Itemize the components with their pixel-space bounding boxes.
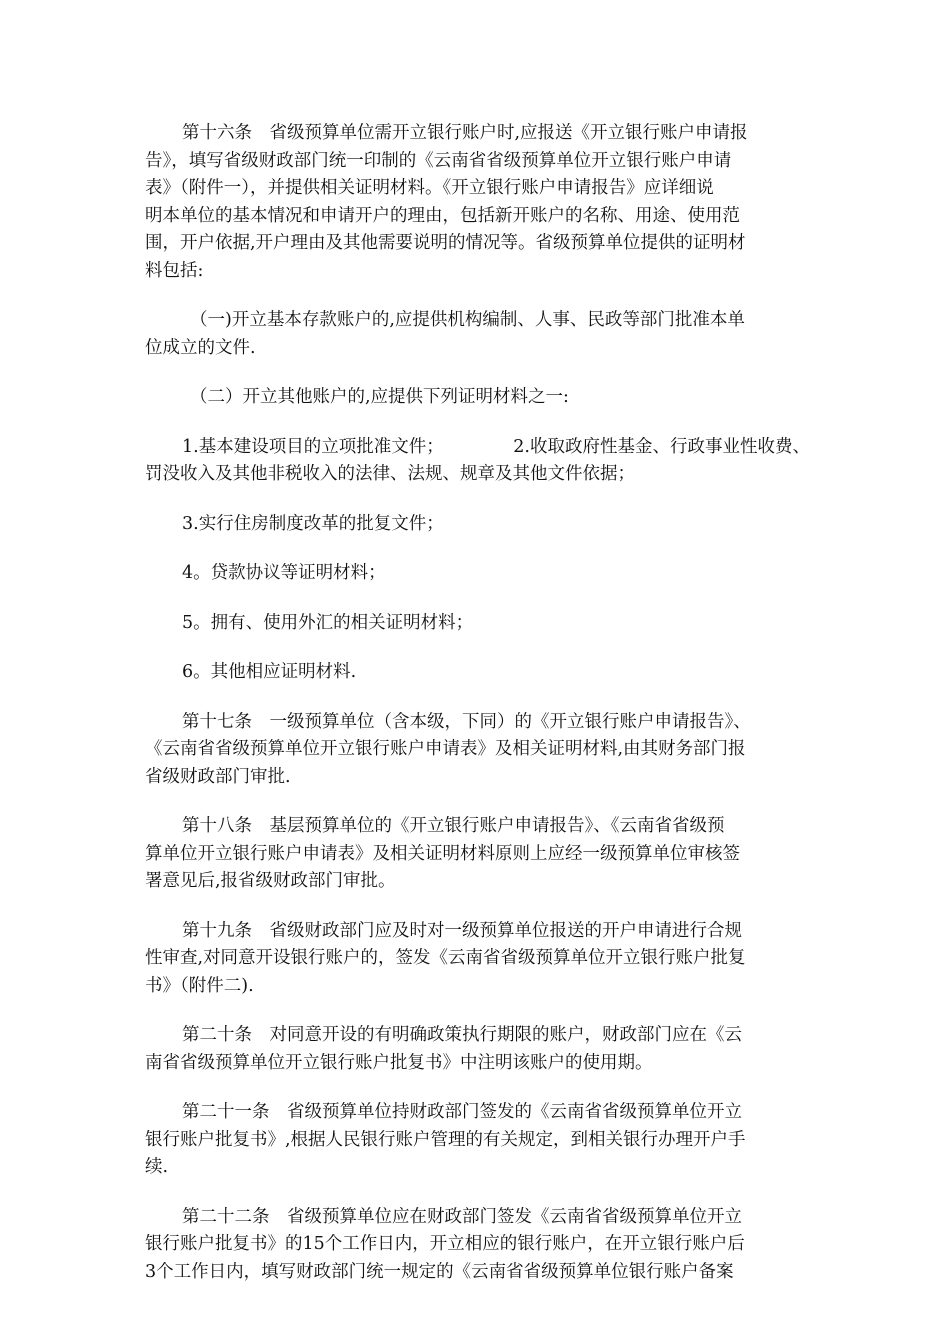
list-item-line: 位成立的文件. <box>145 337 256 358</box>
sub-item-3: 3.实行住房制度改革的批复文件； <box>182 513 444 534</box>
article-16-line: 料包括: <box>145 260 204 281</box>
article-16-line: 表》（附件一），并提供相关证明材料。《开立银行账户申请报告》应详细说 <box>145 178 714 198</box>
article-21-line: 第二十一条 省级预算单位持财政部门签发的《云南省省级预算单位开立 <box>182 1102 742 1122</box>
article-22-line: 3个工作日内，填写财政部门统一规定的《云南省省级预算单位银行账户备案 <box>145 1261 734 1282</box>
article-17 <box>145 709 810 792</box>
sub-item-4: 4。贷款协议等证明材料； <box>182 563 386 583</box>
article-20-line: 第二十条 对同意开设的有明确政策执行期限的账户，财政部门应在《云 <box>182 1025 742 1045</box>
article-17-line: 《云南省省级预算单位开立银行账户申请表》及相关证明材料,由其财务部门报 <box>145 739 746 759</box>
article-19 <box>145 918 810 1001</box>
article-21 <box>145 1099 810 1182</box>
article-22 <box>145 1204 810 1287</box>
article-18-line: 署意见后,报省级财政部门审批。 <box>145 871 396 891</box>
article-17-line: 第十七条 一级预算单位（含本级，下同）的《开立银行账户申请报告》、 <box>182 711 751 732</box>
sub-item-row <box>145 434 810 462</box>
list-item-1 <box>145 307 810 362</box>
article-22-line: 银行账户批复书》的15个工作日内，开立相应的银行账户，在开立银行账户后 <box>145 1234 745 1254</box>
sub-item-6: 6。其他相应证明材料. <box>182 662 357 682</box>
article-18 <box>145 813 810 896</box>
sub-item-2-continued: 罚没收入及其他非税收入的法律、法规、规章及其他文件依据； <box>145 464 635 484</box>
sub-item-1: 1.基本建设项目的立项批准文件； <box>182 436 444 457</box>
article-16-line: 告》，填写省级财政部门统一印制的《云南省省级预算单位开立银行账户申请 <box>145 150 732 171</box>
document-page <box>145 120 810 1308</box>
article-16-line: 围，开户依据,开户理由及其他需要说明的情况等。省级预算单位提供的证明材 <box>145 233 746 253</box>
article-22-line: 第二十二条 省级预算单位应在财政部门签发《云南省省级预算单位开立 <box>182 1206 742 1227</box>
list-item-line: （二）开立其他账户的,应提供下列证明材料之一: <box>190 387 569 407</box>
article-17-line: 省级财政部门审批. <box>145 766 291 787</box>
article-21-line: 续. <box>145 1157 169 1177</box>
article-18-line: 第十八条 基层预算单位的《开立银行账户申请报告》、《云南省省级预 <box>182 816 725 836</box>
article-19-line: 第十九条 省级财政部门应及时对一级预算单位报送的开户申请进行合规 <box>182 920 742 941</box>
article-16-line: 明本单位的基本情况和申请开户的理由，包括新开账户的名称、用途、使用范 <box>145 205 740 226</box>
sub-item-2: 2.收取政府性基金、行政事业性收费、 <box>513 436 810 457</box>
article-18-line: 算单位开立银行账户申请表》及相关证明材料原则上应经一级预算单位审核签 <box>145 843 740 864</box>
article-20 <box>145 1022 810 1077</box>
article-16-line: 第十六条 省级预算单位需开立银行账户时,应报送《开立银行账户申请报 <box>182 123 748 143</box>
list-item-line: （一)开立基本存款账户的,应提供机构编制、人事、民政等部门批准本单 <box>190 310 745 330</box>
article-20-line: 南省省级预算单位开立银行账户批复书》中注明该账户的使用期。 <box>145 1052 653 1073</box>
article-19-line: 性审查,对同意开设银行账户的，签发《云南省省级预算单位开立银行账户批复 <box>145 948 746 968</box>
article-21-line: 银行账户批复书》,根据人民银行账户管理的有关规定，到相关银行办理开户手 <box>145 1129 746 1150</box>
sub-item-5: 5。拥有、使用外汇的相关证明材料； <box>182 612 474 633</box>
article-16 <box>145 120 810 285</box>
list-item-2 <box>145 384 810 412</box>
sub-item-1-2 <box>145 434 810 489</box>
article-19-line: 书》（附件二). <box>145 975 254 996</box>
